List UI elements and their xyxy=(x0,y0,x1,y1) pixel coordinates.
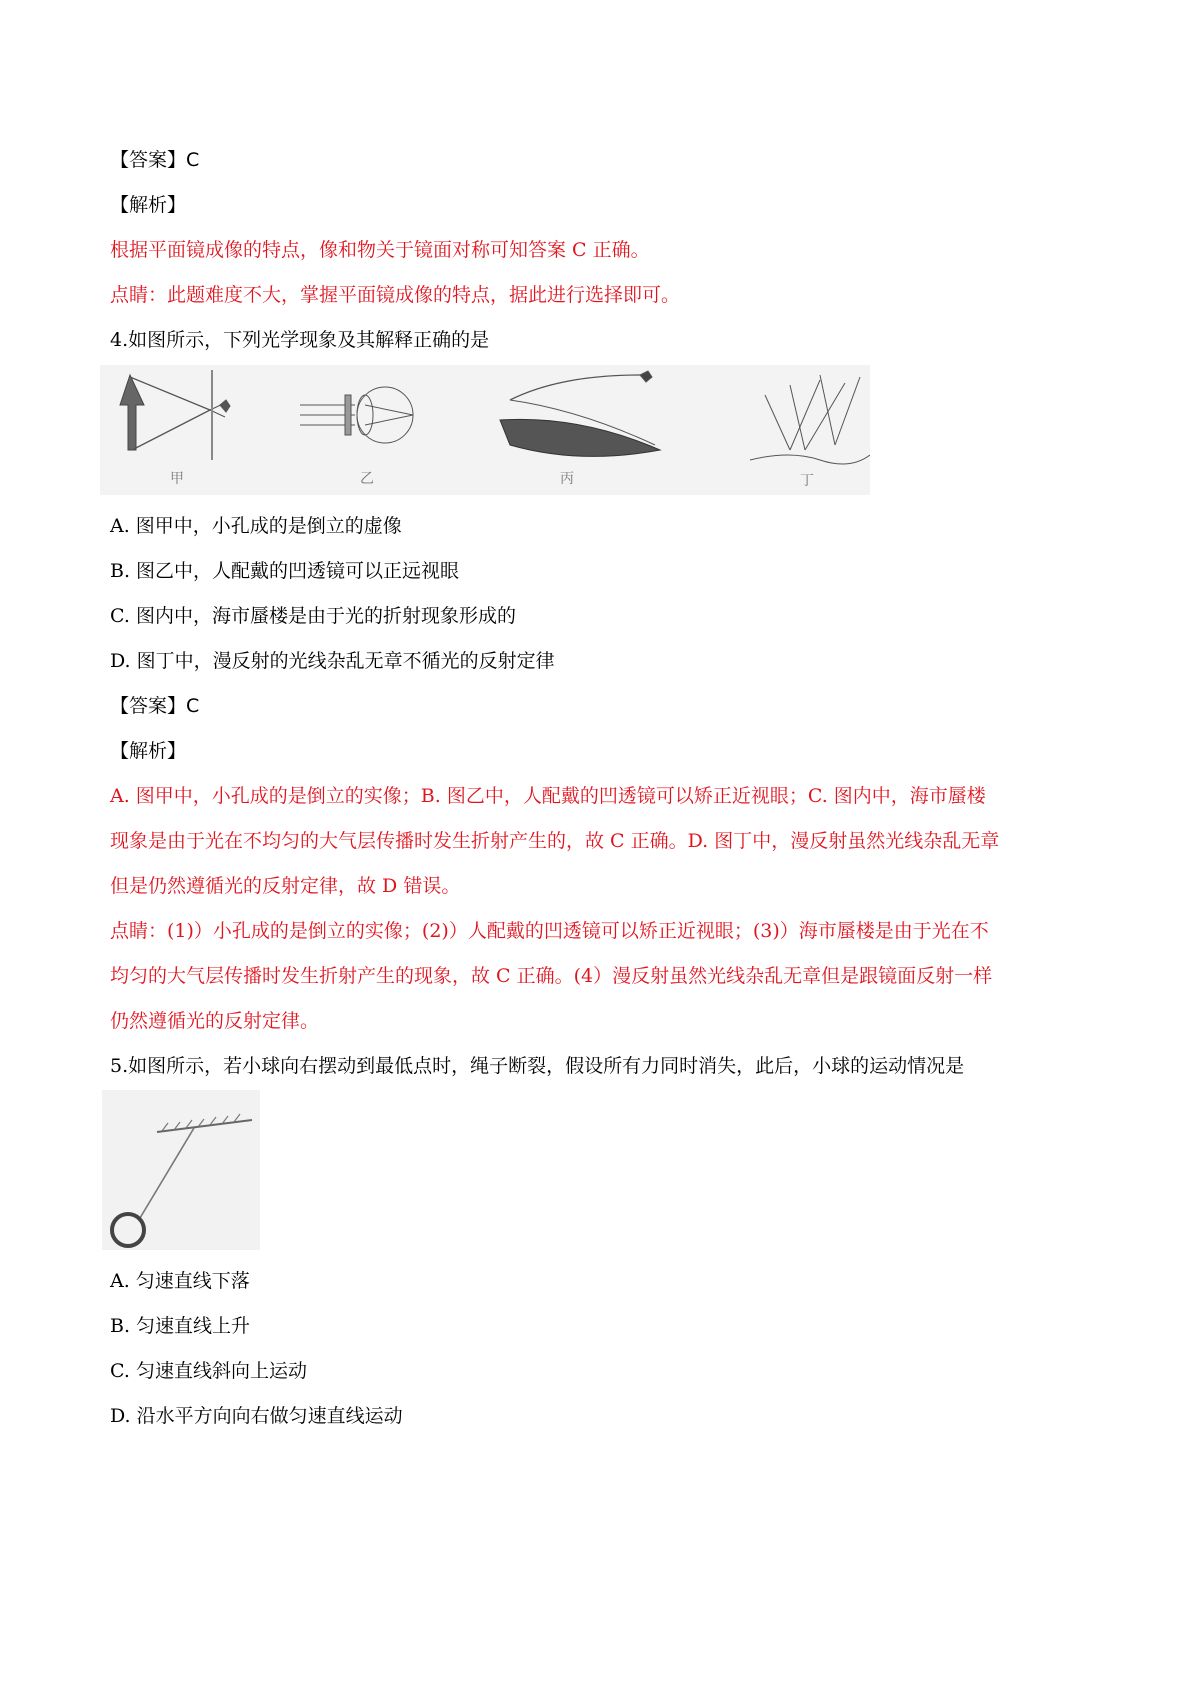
q4-analysis-label: 【解析】 xyxy=(110,740,187,762)
q4-option-a: A. 图甲中，小孔成的是倒立的虚像 xyxy=(110,515,402,537)
q3-analysis-label: 【解析】 xyxy=(110,194,187,216)
q4-tip-line-2: 均匀的大气层传播时发生折射产生的现象，故 C 正确。(4）漫反射虽然光线杂乱无章但是跟镜面反射一样 xyxy=(110,965,993,987)
q4-tip-line-3: 仍然遵循光的反射定律。 xyxy=(110,1010,320,1032)
q4-analysis-line-1: A. 图甲中，小孔成的是倒立的实像；B. 图乙中，人配戴的凹透镜可以矫正近视眼；C. 图内中，海市蜃楼 xyxy=(110,785,986,807)
fig-label-bing: 丙 xyxy=(560,471,574,487)
fig-label-yi: 乙 xyxy=(360,471,374,487)
q4-answer xyxy=(110,694,199,718)
fig-label-ding: 丁 xyxy=(800,473,814,489)
q5-stem: 5.如图所示，若小球向右摆动到最低点时，绳子断裂，假设所有力同时消失，此后，小球的运动情况是 xyxy=(110,1055,965,1077)
q4-option-c: C. 图内中，海市蜃楼是由于光的折射现象形成的 xyxy=(110,605,516,627)
q5-option-c: C. 匀速直线斜向上运动 xyxy=(110,1360,307,1382)
q3-answer xyxy=(110,148,199,172)
answer-label: 【答案】 xyxy=(110,695,187,717)
q5-option-a: A. 匀速直线下落 xyxy=(110,1270,250,1292)
q3-tip: 点睛：此题难度不大，掌握平面镜成像的特点，据此进行选择即可。 xyxy=(110,284,681,306)
q5-option-d: D. 沿水平方向向右做匀速直线运动 xyxy=(110,1405,403,1427)
q4-stem: 4.如图所示，下列光学现象及其解释正确的是 xyxy=(110,329,490,351)
q5-figure xyxy=(102,1090,260,1254)
q4-tip-line-1: 点睛：(1)）小孔成的是倒立的实像；(2)）人配戴的凹透镜可以矫正近视眼；(3)）海市蜃楼是由于光在不 xyxy=(110,920,989,942)
pendulum-figure-svg xyxy=(102,1090,260,1250)
optics-figure-svg xyxy=(100,365,870,495)
q4-figure xyxy=(100,365,870,499)
answer-value: C xyxy=(186,695,200,717)
q4-analysis-line-2: 现象是由于光在不均匀的大气层传播时发生折射产生的，故 C 正确。D. 图丁中，漫反射虽然光线杂乱无章 xyxy=(110,830,1000,852)
answer-value: C xyxy=(186,149,200,171)
answer-label: 【答案】 xyxy=(110,149,187,171)
q4-analysis-line-3: 但是仍然遵循光的反射定律，故 D 错误。 xyxy=(110,875,461,897)
q4-option-d: D. 图丁中，漫反射的光线杂乱无章不循光的反射定律 xyxy=(110,650,555,672)
fig-label-jia: 甲 xyxy=(170,471,184,487)
q3-analysis-text: 根据平面镜成像的特点，像和物关于镜面对称可知答案 C 正确。 xyxy=(110,239,650,261)
q4-option-b: B. 图乙中，人配戴的凹透镜可以正远视眼 xyxy=(110,560,460,582)
q5-option-b: B. 匀速直线上升 xyxy=(110,1315,251,1337)
